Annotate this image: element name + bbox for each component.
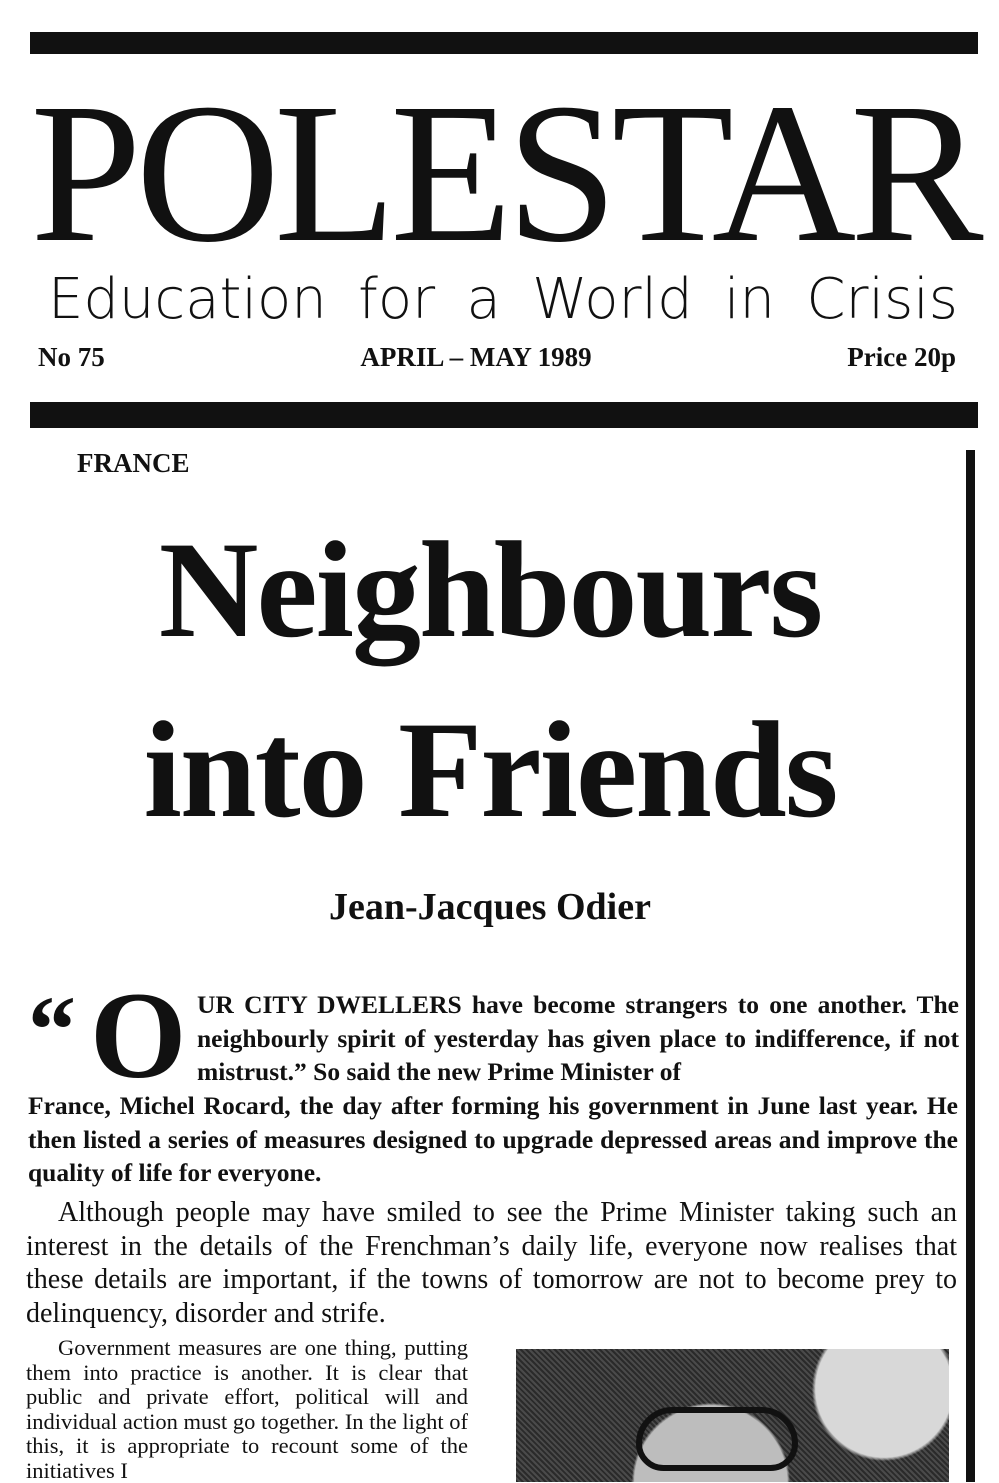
- issue-info: [38, 340, 956, 374]
- lead-paragraph-continued: France, Michel Rocard, the day after forming his government in June last year. He then listed a series of measures designed to upgrade depressed areas and improve the quality of life for everyone.: [28, 1091, 958, 1187]
- headline-line-2: into Friends: [143, 693, 837, 846]
- tagline-word: Education: [48, 267, 327, 332]
- issue-date: APRIL – MAY 1989: [360, 342, 592, 372]
- top-rule: [30, 32, 978, 54]
- tagline-word: a: [466, 267, 501, 332]
- section-label: FRANCE: [77, 448, 190, 478]
- lead-paragraph-start: UR CITY DWELLERS have become strangers to one another. The neighbourly spirit of yesterday has given place to indifference, if not mistrust.” So said the new Prime Minister of: [197, 990, 959, 1086]
- open-quote-mark: “: [28, 976, 76, 1083]
- issue-price: Price 20p: [847, 342, 956, 372]
- column-rule: [966, 450, 975, 1482]
- tagline-word: in: [723, 267, 776, 332]
- body-paragraph-column: Government measures are one thing, putting them into practice is another. It is clear that public and private effort, political will and individual action must go together. In the light of this, it is appropriate to recount some of the initiatives I: [26, 1335, 468, 1483]
- photo-subject-glasses: [636, 1407, 798, 1471]
- drop-cap: O: [90, 967, 187, 1104]
- tagline-word: World: [532, 267, 693, 332]
- tagline-word: for: [358, 267, 436, 332]
- tagline: [48, 268, 958, 332]
- byline: Jean-Jacques Odier: [329, 886, 651, 928]
- masthead-title: POLESTAR: [30, 63, 978, 284]
- tagline-word: Crisis: [806, 267, 958, 332]
- headline-line-1: Neighbours: [158, 513, 822, 666]
- issue-number: No 75: [38, 342, 105, 372]
- masthead-bottom-rule: [30, 402, 978, 428]
- article-photo: [516, 1349, 949, 1482]
- body-paragraph: Although people may have smiled to see the Prime Minister taking such an interest in the details of the Frenchman’s daily life, everyone now realises that these details are important, if the towns of tomorrow are not to become prey to delinquency, disorder and strife.: [26, 1197, 957, 1329]
